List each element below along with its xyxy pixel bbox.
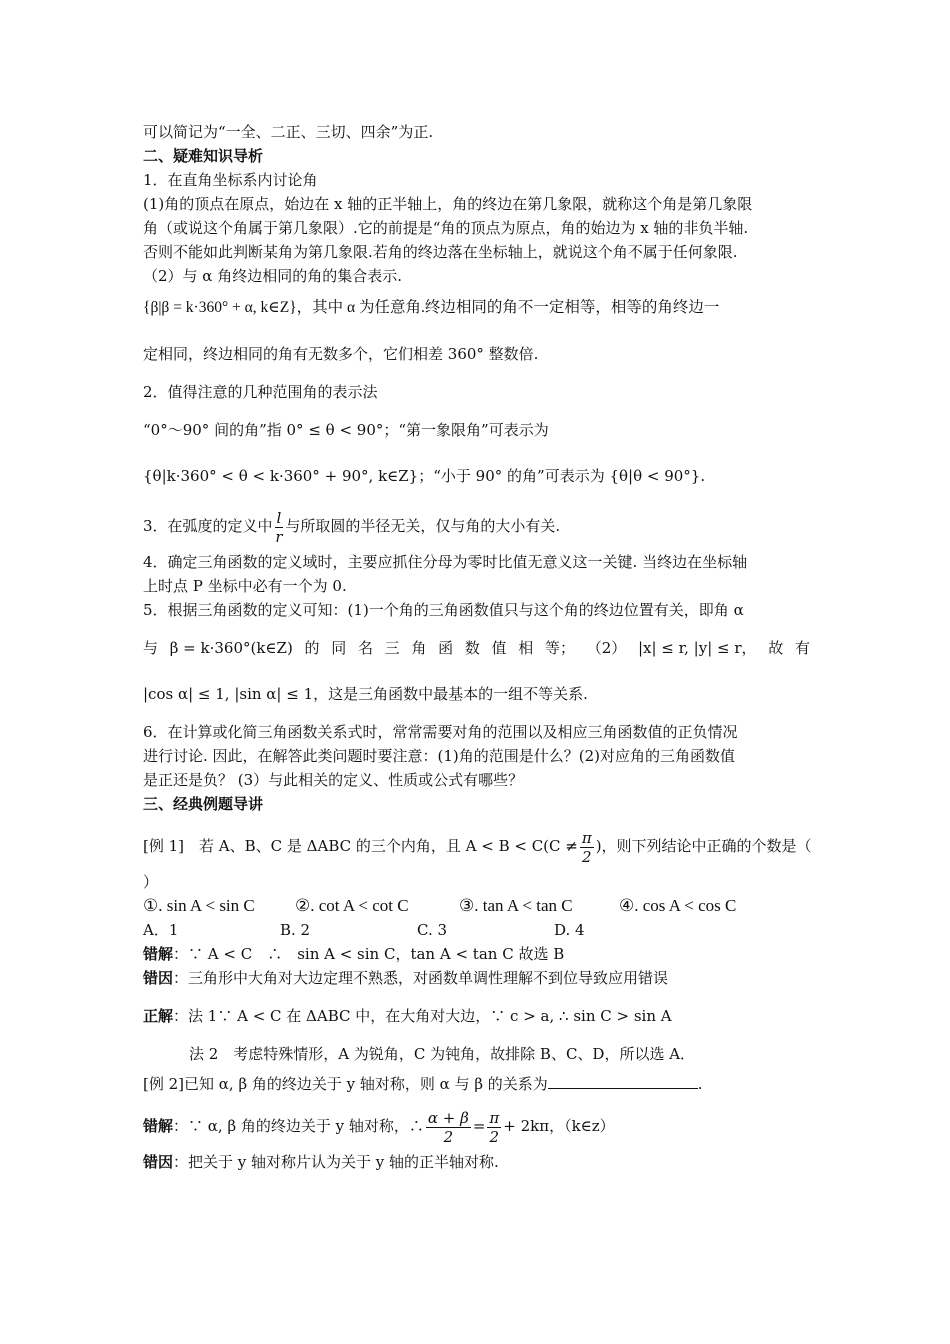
word: 函 bbox=[438, 639, 454, 657]
cause-text: ：三角形中大角对大边定理不熟悉，对函数单调性理解不到位导致应用错误 bbox=[173, 969, 669, 987]
pi-over-2-fraction bbox=[487, 1109, 501, 1146]
correct-solution-1 bbox=[143, 1004, 810, 1028]
para-5c: |cos α| ≤ 1, |sin α| ≤ 1，这是三角函数中最基本的一组不等关系. bbox=[143, 685, 588, 703]
word: 值 bbox=[491, 639, 507, 657]
set-formula-line: {β|β = k·360° + α, k∈Z}，其中 α 为任意角.终边相同的角不一定相等，相等的角终边一 bbox=[143, 299, 720, 316]
example-1-choices bbox=[143, 918, 810, 942]
radian-text-b: 与所取圆的半径无关，仅与角的大小有关. bbox=[285, 517, 561, 535]
para-5a: 5．根据三角函数的定义可知：(1)一个角的三角函数值只与这个角的终边位置有关，即角 α bbox=[143, 601, 744, 619]
option-3: ③. tan A < tan C bbox=[459, 896, 573, 915]
equals: = bbox=[472, 1117, 486, 1135]
example-1-options bbox=[143, 894, 810, 918]
summary-line: 可以简记为“一全、二正、三切、四余”为正. bbox=[143, 123, 434, 141]
radian-text-a: 3．在弧度的定义中 bbox=[143, 517, 273, 535]
wrong-text: ：∵ A < C ∴ sin A < sin C，tan A < tan C 故选 B bbox=[173, 945, 565, 963]
para-6a: 6．在计算或化简三角函数关系式时，常常需要对角的范围以及相应三角函数值的正负情况 bbox=[143, 723, 738, 741]
label-cause: 错因 bbox=[143, 1153, 174, 1171]
range-line-1: “0°～90° 间的角”指 0° ≤ θ < 90°；“第一象限角”可表示为 bbox=[143, 421, 549, 439]
para-1c: 否则不能如此判断某角为第几象限.若角的终边落在坐标轴上，就说这个角不属于任何象限. bbox=[143, 243, 738, 261]
choice-d: D. 4 bbox=[554, 921, 585, 939]
option-2: ②. cot A < cot C bbox=[295, 896, 409, 915]
wrong-solution-1 bbox=[143, 942, 810, 966]
example-1-stem bbox=[143, 822, 810, 870]
choice-b: B. 2 bbox=[280, 921, 311, 939]
example-1-text-a: [例 1] 若 A、B、C 是 ΔABC 的三个内角，且 A < B < C(C ≠ bbox=[143, 837, 578, 855]
label-cause: 错因 bbox=[143, 969, 174, 987]
cause-text: ：把关于 y 轴对称片认为关于 y 轴的正半轴对称. bbox=[173, 1153, 499, 1171]
label-wrong: 错解 bbox=[143, 1117, 174, 1135]
para-1a: (1)角的顶点在原点，始边在 x 轴的正半轴上，角的终边在第几象限，就称这个角是第几象限 bbox=[143, 195, 753, 213]
word: 故 bbox=[768, 639, 784, 657]
label-correct: 正解 bbox=[143, 1007, 174, 1025]
example-2-stem bbox=[143, 1072, 810, 1096]
set-formula-cont: 定相同，终边相同的角有无数多个，它们相差 360° 整数倍. bbox=[143, 345, 539, 363]
option-4: ④. cos A < cos C bbox=[619, 896, 737, 915]
choice-c: C. 3 bbox=[417, 921, 448, 939]
pi-over-2-fraction bbox=[580, 829, 594, 866]
word: 名 bbox=[357, 639, 373, 657]
answer-blank[interactable] bbox=[548, 1072, 698, 1089]
example-1-close: ） bbox=[143, 873, 159, 891]
fraction-denominator: 2 bbox=[582, 847, 592, 866]
correct-text: ：法 1∵ A < C 在 ΔABC 中，在大角对大边，∵ c > a, ∴ sin C > sin A bbox=[173, 1007, 672, 1025]
word: 角 bbox=[411, 639, 427, 657]
error-cause-2 bbox=[143, 1150, 810, 1174]
word: 有 bbox=[794, 639, 810, 657]
para-5b bbox=[143, 628, 810, 668]
para-4b: 上时点 P 坐标中必有一个为 0. bbox=[143, 577, 347, 595]
fraction-denominator: r bbox=[275, 527, 283, 546]
word: 等； bbox=[544, 639, 575, 657]
fraction-numerator: α + β bbox=[427, 1108, 469, 1127]
word: 三 bbox=[384, 639, 400, 657]
fraction-denominator: 2 bbox=[443, 1127, 454, 1146]
choice-a: A．1 bbox=[143, 921, 179, 939]
error-cause-1 bbox=[143, 966, 810, 990]
method-2: 法 2 考虑特殊情形，A 为锐角，C 为钝角，故排除 B、C、D，所以选 A． bbox=[189, 1045, 696, 1063]
example-1-text-b: )，则下列结论中正确的个数是（ bbox=[595, 837, 812, 855]
fraction-numerator: π bbox=[489, 1108, 500, 1127]
wrong-text-a: ：∵ α, β 角的终边关于 y 轴对称，∴ bbox=[173, 1117, 424, 1135]
word: 的 bbox=[304, 639, 320, 657]
word: 同 bbox=[331, 639, 347, 657]
section-heading-3: 三、经典例题导讲 bbox=[143, 795, 264, 813]
label-wrong: 错解 bbox=[143, 945, 174, 963]
fraction-denominator: 2 bbox=[489, 1127, 500, 1146]
wrong-text-b: + 2kπ，（k∈z） bbox=[503, 1117, 615, 1135]
beta-formula: β = k·360°(k∈Z) bbox=[169, 639, 293, 657]
para-6b: 进行讨论. 因此，在解答此类问题时要注意：(1)角的范围是什么？(2)对应角的三角函数值 bbox=[143, 747, 736, 765]
alpha-beta-fraction bbox=[426, 1109, 471, 1146]
example-2-text: [例 2]已知 α, β 角的终边关于 y 轴对称，则 α 与 β 的关系为 bbox=[143, 1075, 548, 1093]
fraction-numerator: l bbox=[276, 508, 282, 527]
para-4a: 4．确定三角函数的定义域时，主要应抓住分母为零时比值无意义这一关键. 当终边在坐标轴 bbox=[143, 553, 748, 571]
para-6c: 是正还是负？ (3）与此相关的定义、性质或公式有哪些？ bbox=[143, 771, 524, 789]
para-1b: 角（或说这个角属于第几象限）.它的前提是“角的顶点为原点，角的始边为 x 轴的非负半轴. bbox=[143, 219, 749, 237]
radian-line bbox=[143, 502, 810, 550]
period: . bbox=[697, 1075, 703, 1093]
word: 与 bbox=[143, 639, 159, 657]
word: （2） bbox=[586, 639, 627, 657]
fraction-numerator: π bbox=[581, 828, 592, 847]
abs-inequality: |x| ≤ r, |y| ≤ r， bbox=[637, 639, 757, 657]
word: 数 bbox=[464, 639, 480, 657]
wrong-solution-2 bbox=[143, 1102, 810, 1150]
document-page bbox=[143, 120, 810, 1174]
para-2: （2）与 α 角终边相同的角的集合表示. bbox=[143, 267, 402, 285]
section-heading-2: 二、疑难知识导析 bbox=[143, 147, 264, 165]
subsection-2: 2．值得注意的几种范围角的表示法 bbox=[143, 383, 378, 401]
range-line-2: {θ|k·360° < θ < k·360° + 90°, k∈Z}；“小于 90° 的角”可表示为 {θ|θ < 90°}. bbox=[143, 467, 706, 485]
subsection-1: 1．在直角坐标系内讨论角 bbox=[143, 171, 318, 189]
word: 相 bbox=[518, 639, 534, 657]
option-1: ①. sin A < sin C bbox=[143, 896, 255, 915]
l-over-r-fraction bbox=[275, 509, 284, 546]
